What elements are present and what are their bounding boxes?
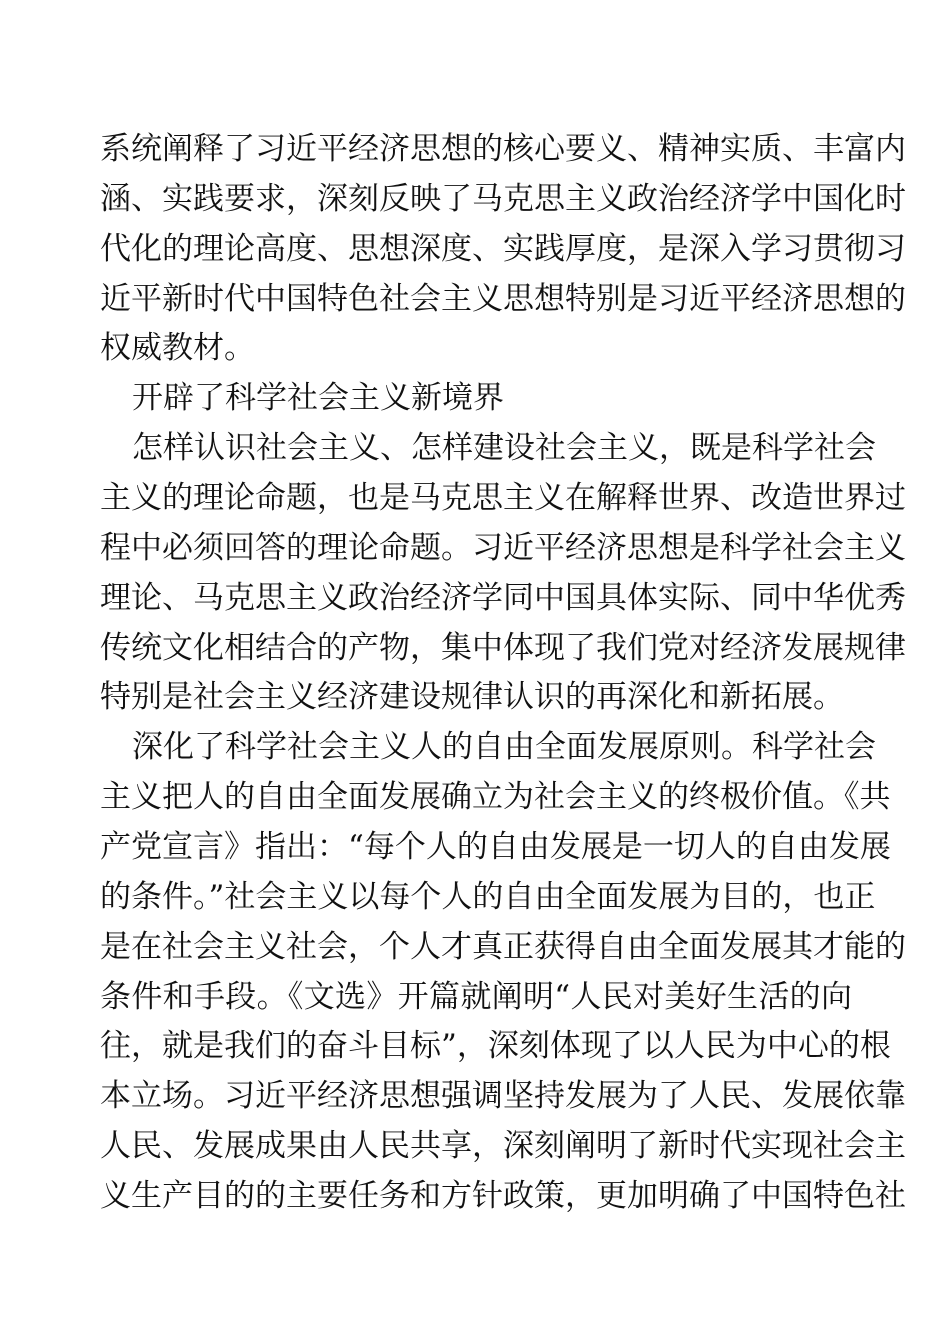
text-line: 主义的理论命题，也是马克思主义在解释世界、改造世界过 bbox=[100, 480, 906, 517]
paragraph bbox=[100, 424, 906, 723]
text-line: 是在社会主义社会，个人才真正获得自由全面发展其才能的 bbox=[100, 928, 906, 965]
text-line: 条件和手段。《文选》开篇就阐明“人民对美好生活的向 bbox=[100, 978, 852, 1015]
text-line: 产党宣言》指出：“每个人的自由发展是一切人的自由发展 bbox=[100, 829, 891, 866]
text-line: 传统文化相结合的产物，集中体现了我们党对经济发展规律 bbox=[100, 629, 906, 666]
text-line: 特别是社会主义经济建设规律认识的再深化和新拓展。 bbox=[100, 679, 844, 716]
paragraph bbox=[100, 125, 906, 374]
text-line: 的条件。”社会主义以每个人的自由全面发展为目的，也正 bbox=[100, 878, 876, 915]
text-line: 开辟了科学社会主义新境界 bbox=[132, 380, 504, 417]
document-page bbox=[100, 125, 906, 1222]
text-line: 代化的理论高度、思想深度、实践厚度，是深入学习贯彻习 bbox=[100, 230, 906, 267]
text-line: 义生产目的的主要任务和方针政策，更加明确了中国特色社 bbox=[100, 1178, 906, 1215]
text-line: 理论、马克思主义政治经济学同中国具体实际、同中华优秀 bbox=[100, 579, 906, 616]
text-line: 怎样认识社会主义、怎样建设社会主义，既是科学社会 bbox=[132, 430, 876, 467]
text-line: 程中必须回答的理论命题。习近平经济思想是科学社会主义 bbox=[100, 529, 906, 566]
text-line: 主义把人的自由全面发展确立为社会主义的终极价值。《共 bbox=[100, 779, 891, 816]
text-line: 往，就是我们的奋斗目标”，深刻体现了以人民为中心的根 bbox=[100, 1028, 891, 1065]
text-line: 权威教材。 bbox=[100, 330, 255, 367]
text-line: 深化了科学社会主义人的自由全面发展原则。科学社会 bbox=[132, 729, 876, 766]
text-line: 系统阐释了习近平经济思想的核心要义、精神实质、丰富内 bbox=[100, 131, 906, 167]
text-line: 人民、发展成果由人民共享，深刻阐明了新时代实现社会主 bbox=[100, 1128, 906, 1165]
section-heading bbox=[100, 374, 852, 424]
paragraph bbox=[100, 723, 906, 1222]
text-line: 近平新时代中国特色社会主义思想特别是习近平经济思想的 bbox=[100, 280, 906, 317]
text-line: 涵、实践要求，深刻反映了马克思主义政治经济学中国化时 bbox=[100, 180, 906, 217]
text-line: 本立场。习近平经济思想强调坚持发展为了人民、发展依靠 bbox=[100, 1078, 906, 1115]
